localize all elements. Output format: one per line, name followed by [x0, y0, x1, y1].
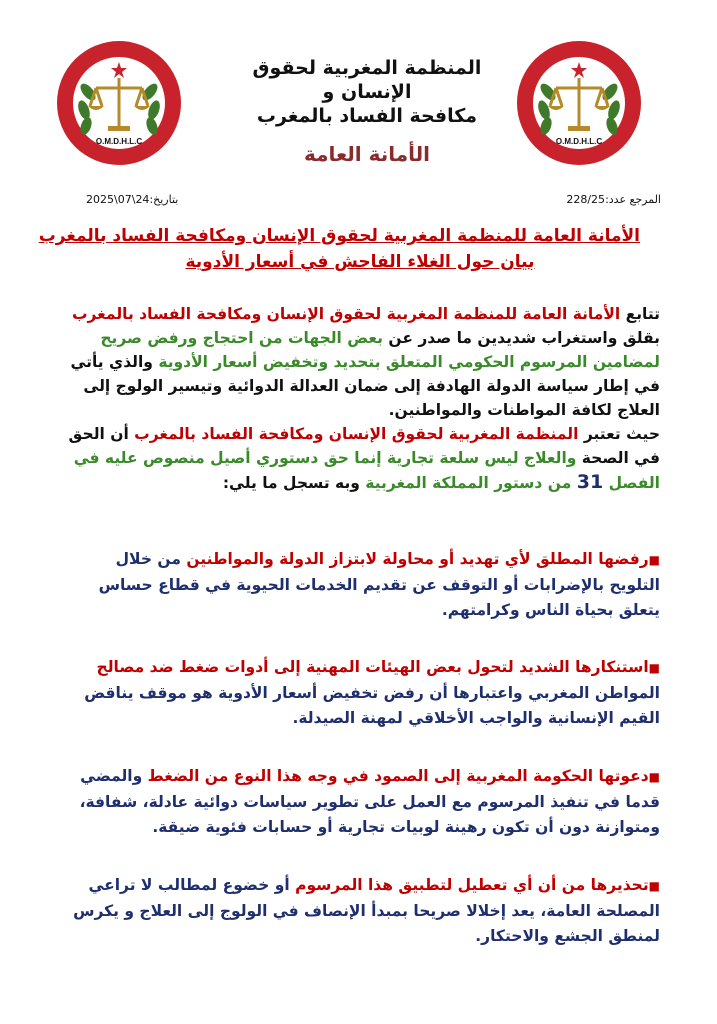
point-text: أو خضوع لمطالب لا تراعي المصلحة العامة، يعد إخلالا صريحا بمبدأ الإنصاف في الولوج إلى العلاج و يكرس لمنطق الجشع والاحتكار.	[73, 876, 660, 945]
bullet-square-icon: ■	[648, 553, 660, 567]
document-reference: المرجع عدد:228/25	[566, 193, 661, 206]
point-heading: تحذيرها من أن أي تعطيل لتطبيق هذا المرسوم	[295, 876, 649, 894]
article-number: 31	[576, 471, 604, 493]
logo-text: O.M.D.H.L.C	[555, 137, 603, 146]
secretariat-heading: الأمانة العامة	[303, 142, 431, 166]
organization-name	[222, 56, 512, 128]
organization-name-line1: المنظمة المغربية لحقوق الإنسان و	[252, 57, 482, 103]
point-heading: دعوتها الحكومة المغربية إلى الصمود في وجه هذا النوع من الضغط	[147, 767, 649, 785]
intro-text: تتابع	[620, 305, 660, 323]
intro-paragraph	[66, 302, 660, 495]
organization-logo-left	[56, 40, 182, 166]
logo-text: O.M.D.H.L.C	[95, 137, 143, 146]
intro-text: وبه تسجل ما يلي:	[222, 474, 366, 492]
bullet-square-icon: ■	[648, 770, 660, 784]
document-date: بتاريخ:24\07\2025	[86, 193, 179, 206]
statement-title: الأمانة العامة للمنظمة المغربية لحقوق الإنسان ومكافحة الفساد بالمغرب	[38, 226, 640, 246]
point-heading: رفضها المطلق لأي تهديد أو محاولة لابتزاز الدولة والمواطنين	[186, 550, 649, 568]
list-item	[66, 764, 660, 840]
bullet-square-icon: ■	[648, 661, 660, 675]
point-heading: استنكارها الشديد لتحول بعض الهيئات المهنية إلى أدوات ضغط ضد مصالح	[96, 658, 649, 676]
list-item	[66, 655, 660, 731]
organization-name-line2: مكافحة الفساد بالمغرب	[256, 105, 478, 127]
list-item	[66, 873, 660, 949]
highlighted-text: من دستور المملكة المغربية	[365, 474, 572, 492]
point-text: والمضي قدما في تنفيذ المرسوم مع العمل على تطوير سياسات دوائية عادلة، شفافة، ومتوازنة دون أن تكون رهينة لوبيات تجارية أو حسابات فئوية ضيقة.	[79, 767, 660, 836]
list-item	[66, 547, 660, 623]
statement-subtitle: بيان حول الغلاء الفاحش في أسعار الأدوية	[185, 252, 535, 272]
intro-text: حيث تعتبر	[578, 425, 660, 443]
highlighted-text: والعلاج ليس سلعة تجارية إنما حق دستوري أصيل منصوص عليه في الفصل	[73, 449, 660, 492]
intro-text: بقلق واستغراب شديدين ما صدر عن	[383, 329, 660, 347]
organization-logo-right	[516, 40, 642, 166]
bullet-square-icon: ■	[648, 879, 660, 893]
intro-text: والذي يأتي في إطار سياسة الدولة الهادفة إلى ضمان العدالة الدوائية وتيسير الولوج إلى العلاج لكافة المواطنات والمواطنين.	[70, 353, 660, 419]
intro-text: أن الحق في الصحة	[68, 425, 660, 467]
point-text: المواطن المغربي واعتبارها أن رفض تخفيض أسعار الأدوية هو موقف يناقض القيم الإنسانية والواجب الأخلاقي لمهنة الصيدلة.	[84, 684, 660, 727]
org-mention: الأمانة العامة للمنظمة المغربية لحقوق الإنسان ومكافحة الفساد بالمغرب	[71, 305, 621, 323]
point-text: من خلال التلويح بالإضرابات أو التوقف عن تقديم الخدمات الحيوية في قطاع حساس يتعلق بحياة الناس وكرامتهم.	[98, 550, 660, 619]
org-mention: المنظمة المغربية لحقوق الإنسان ومكافحة الفساد بالمغرب	[134, 425, 579, 443]
highlighted-text: بعض الجهات من احتجاج ورفض صريح لمضامين المرسوم الحكومي المتعلق بتحديد وتخفيض أسعار الأدوية	[100, 329, 660, 371]
